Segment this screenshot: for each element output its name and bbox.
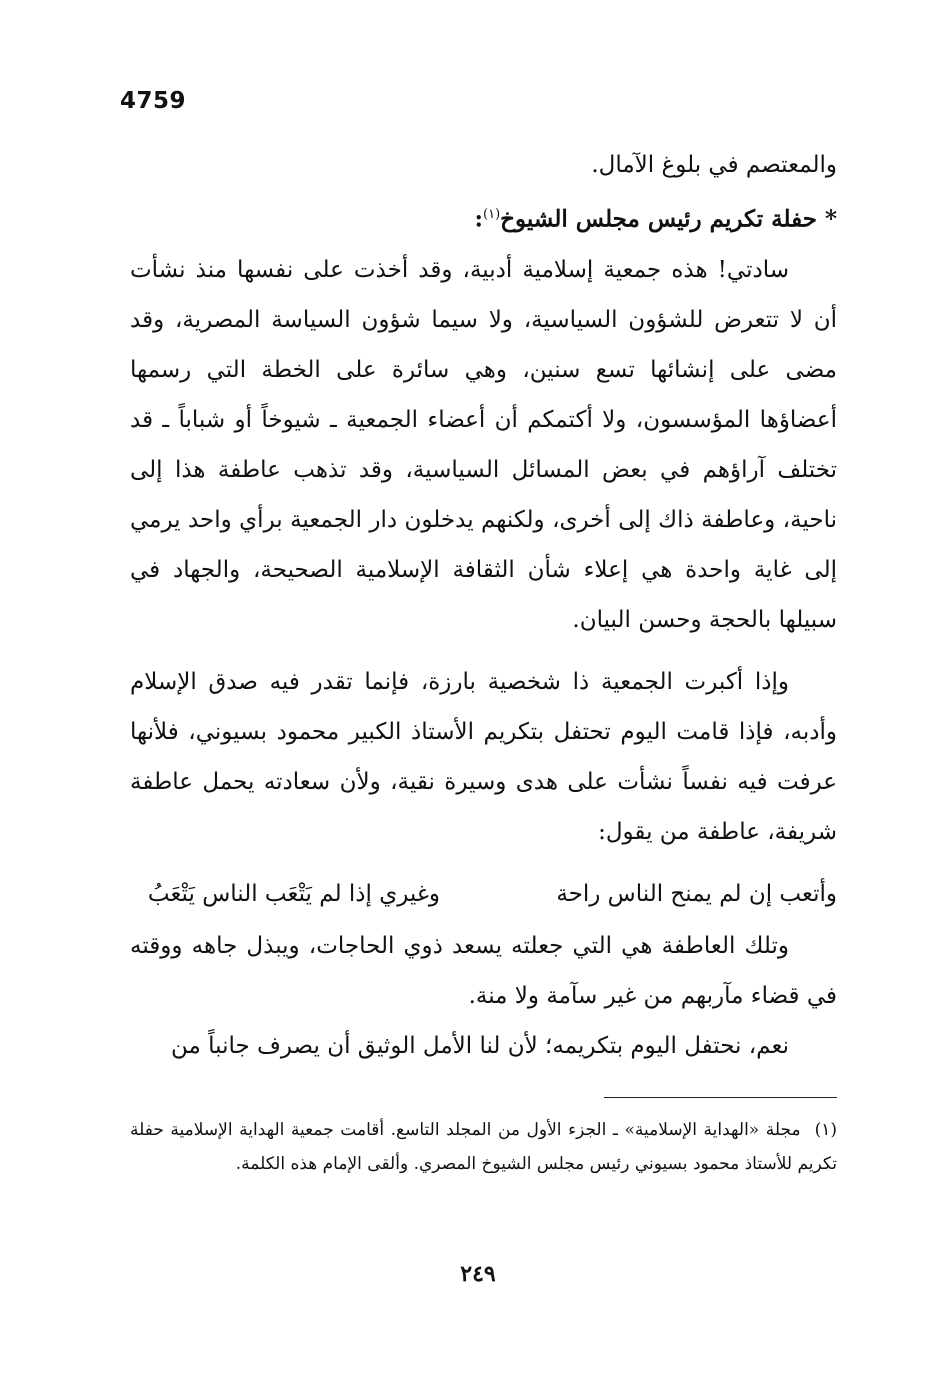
intro-line: والمعتصم في بلوغ الآمال. [591, 152, 837, 178]
footnote [130, 1113, 837, 1181]
paragraph-3: وتلك العاطفة هي التي جعلته يسعد ذوي الحاجات، ويبذل جاهه ووقته في قضاء مآربهم من غير سآمة ولا منة. [130, 932, 837, 1009]
heading-suffix: : [474, 205, 484, 233]
paragraph-1: سادتي! هذه جمعية إسلامية أدبية، وقد أخذت على نفسها منذ نشأت أن لا تتعرض للشؤون السياسية، ولا سيما شؤون السياسة المصرية، وقد مضى على إنشائها تسع سنين، وهي سائرة على الخطة التي رسمها أعضاؤها المؤسسون، ولا أكتمكم أن أعضاء الجمعية ـ شيوخاً أو شباباً ـ قد تختلف آراؤهم في بعض المسائل السياسية، وقد تذهب عاطفة هذا إلى ناحية، وعاطفة ذاك إلى أخرى، ولكنهم يدخلون دار الجمعية برأي واحد يرمي إلى غاية واحدة هي إعلاء شأن الثقافة الإسلامية الصحيحة، والجهاد في سبيلها بالحجة وحسن البيان. [130, 256, 837, 633]
page-number-top: 4759 [120, 88, 187, 114]
verse-second-hemistich: وغيري إذا لم يَتْعَب الناس يَتْعَبُ [147, 880, 440, 907]
poetry-verse [130, 869, 837, 919]
heading-footnote-ref: (١) [483, 207, 501, 222]
paragraph-2: وإذا أكبرت الجمعية ذا شخصية بارزة، فإنما تقدر فيه صدق الإسلام وأدبه، فإذا قامت اليوم تحتفل بتكريم الأستاذ الكبير محمود بسيوني، فلأنها عرفت فيه نفساً نشأت على هدى وسيرة نقية، ولأن سعادته يحمل عاطفة شريفة، عاطفة من يقول: [130, 668, 837, 845]
page-number-bottom: ٢٤٩ [460, 1261, 496, 1287]
heading-marker: * [824, 205, 837, 233]
footnote-marker: (١) [814, 1120, 837, 1140]
section-heading [130, 190, 837, 245]
footnote-separator [604, 1097, 837, 1098]
footnote-text: مجلة «الهداية الإسلامية» ـ الجزء الأول من المجلد التاسع. أقامت جمعية الهداية الإسلامية حفلة تكريم للأستاذ محمود بسيوني رئيس مجلس الشيوخ المصري. وألقى الإمام هذه الكلمة. [130, 1120, 837, 1174]
heading-title: حفلة تكريم رئيس مجلس الشيوخ [500, 205, 817, 233]
paragraph-4: نعم، نحتفل اليوم بتكريمه؛ لأن لنا الأمل الوثيق أن يصرف جانباً من [170, 1032, 789, 1059]
main-text [130, 140, 837, 1071]
verse-first-hemistich: وأتعب إن لم يمنح الناس راحة [556, 880, 837, 907]
